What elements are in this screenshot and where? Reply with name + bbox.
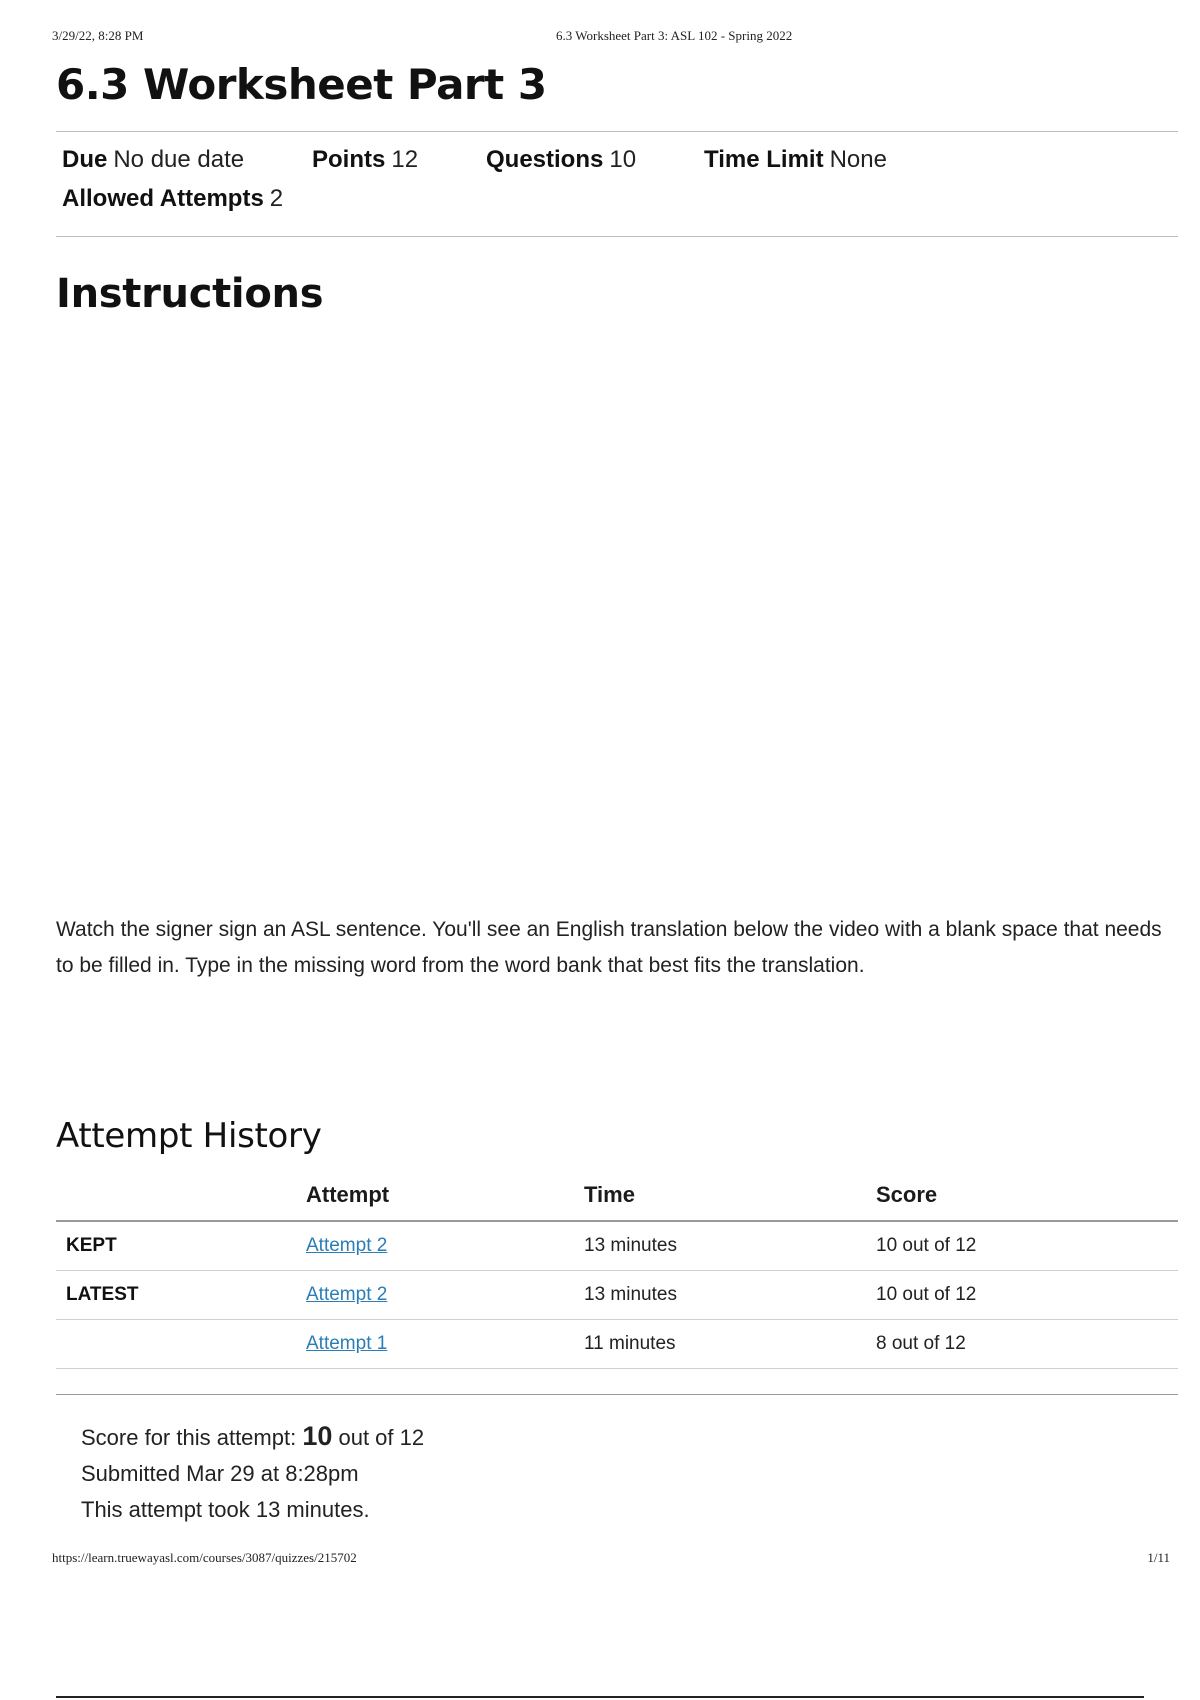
- attempt-summary: [81, 1418, 424, 1528]
- column-header-time: Time: [584, 1170, 876, 1221]
- divider: [56, 236, 1178, 237]
- attempt-score: [81, 1418, 424, 1456]
- detail-questions: [486, 146, 636, 174]
- allowed-attempts-value: 2: [269, 185, 284, 212]
- detail-due: [62, 146, 244, 174]
- row-label: LATEST: [56, 1271, 306, 1320]
- attempt-cell: [306, 1221, 584, 1271]
- table-row: [56, 1221, 1178, 1271]
- score-cell: 8 out of 12: [876, 1320, 1178, 1369]
- column-header-score: Score: [876, 1170, 1178, 1221]
- time-limit-label: Time Limit: [704, 146, 824, 173]
- due-value: No due date: [113, 146, 245, 173]
- score-suffix: out of 12: [332, 1425, 425, 1450]
- points-label: Points: [312, 146, 386, 173]
- print-document-title: 6.3 Worksheet Part 3: ASL 102 - Spring 2022: [556, 28, 793, 43]
- attempt-history-heading: Attempt History: [56, 1116, 322, 1156]
- bottom-divider: [56, 1696, 1144, 1698]
- detail-allowed-attempts: [62, 185, 283, 213]
- detail-points: [312, 146, 418, 174]
- submitted-time: Submitted Mar 29 at 8:28pm: [81, 1461, 359, 1486]
- score-cell: 10 out of 12: [876, 1221, 1178, 1271]
- attempt-cell: [306, 1320, 584, 1369]
- attempt-cell: [306, 1271, 584, 1320]
- attempt-history-table: [56, 1170, 1178, 1369]
- print-url: https://learn.truewayasl.com/courses/3087/quizzes/215702: [52, 1550, 357, 1565]
- row-label: [56, 1320, 306, 1369]
- time-cell: 13 minutes: [584, 1221, 876, 1271]
- time-cell: 13 minutes: [584, 1271, 876, 1320]
- allowed-attempts-label: Allowed Attempts: [62, 185, 264, 212]
- quiz-details: [56, 132, 1178, 236]
- page-number: 1/11: [1147, 1550, 1170, 1565]
- time-limit-value: None: [829, 146, 887, 173]
- instructions-heading: Instructions: [56, 271, 324, 317]
- table-header-row: [56, 1170, 1178, 1221]
- table-row: [56, 1320, 1178, 1369]
- attempt-link[interactable]: Attempt 1: [306, 1333, 388, 1354]
- quiz-content: [56, 60, 1178, 1522]
- summary-divider: [56, 1394, 1178, 1395]
- questions-label: Questions: [486, 146, 604, 173]
- column-header: [56, 1170, 306, 1221]
- detail-time-limit: [704, 146, 887, 174]
- score-prefix: Score for this attempt:: [81, 1425, 303, 1450]
- time-cell: 11 minutes: [584, 1320, 876, 1369]
- page-title: 6.3 Worksheet Part 3: [56, 60, 547, 109]
- points-value: 12: [391, 146, 419, 173]
- instructions-text: Watch the signer sign an ASL sentence. You'll see an English translation below the video with a blank space that needs to be filled in. Type in the missing word from the word bank that best fits the translation.: [56, 918, 1162, 977]
- table-row: [56, 1271, 1178, 1320]
- attempt-link[interactable]: Attempt 2: [306, 1284, 388, 1305]
- column-header-attempt: Attempt: [306, 1170, 584, 1221]
- score-value: 10: [302, 1421, 333, 1451]
- due-label: Due: [62, 146, 108, 173]
- print-date: 3/29/22, 8:28 PM: [52, 28, 144, 43]
- score-cell: 10 out of 12: [876, 1271, 1178, 1320]
- attempt-link[interactable]: Attempt 2: [306, 1235, 388, 1256]
- questions-value: 10: [609, 146, 637, 173]
- row-label: KEPT: [56, 1221, 306, 1271]
- attempt-duration: This attempt took 13 minutes.: [81, 1497, 370, 1522]
